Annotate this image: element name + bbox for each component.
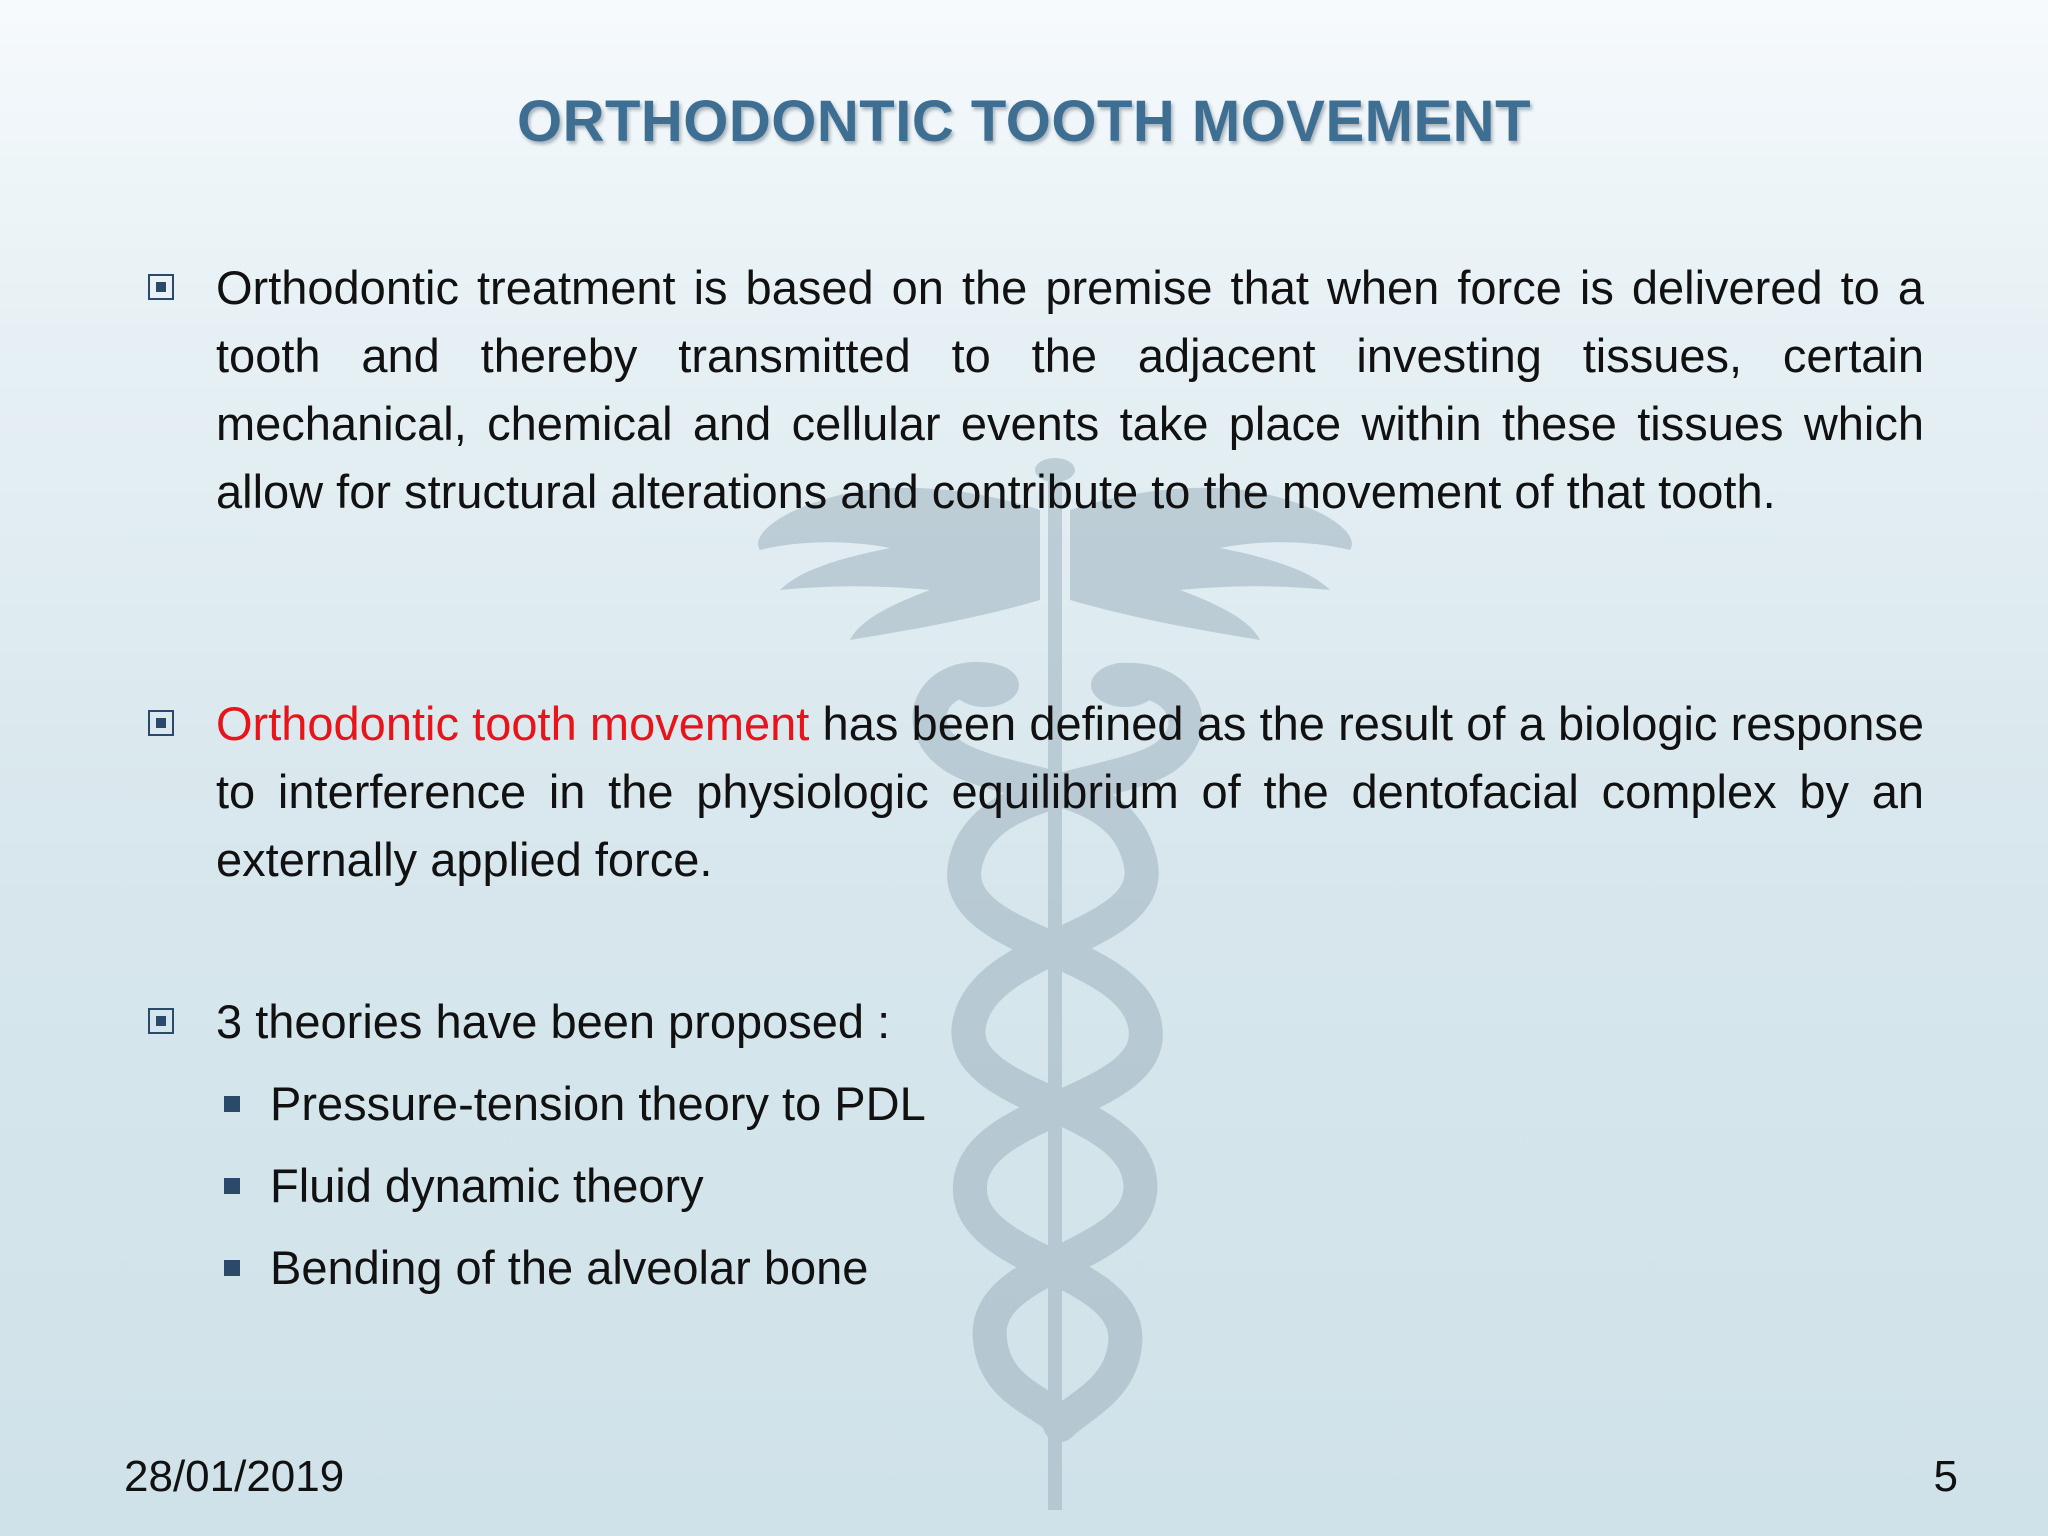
boxed-square-bullet-icon (148, 710, 174, 736)
filled-square-bullet-icon (224, 1260, 240, 1276)
boxed-square-bullet-icon (148, 1008, 174, 1034)
filled-square-bullet-icon (224, 1096, 240, 1112)
footer-date: 28/01/2019 (124, 1452, 345, 1501)
bullet-text (216, 690, 1924, 894)
sub-bullet-item (224, 1070, 926, 1138)
sub-bullet-text: Fluid dynamic theory (270, 1159, 704, 1212)
highlighted-term: Orthodontic tooth movement (216, 697, 810, 750)
sub-bullet-item (224, 1234, 868, 1302)
bullet-item (148, 254, 1924, 526)
bullet-text: 3 theories have been proposed : (216, 995, 891, 1048)
sub-bullet-text: Bending of the alveolar bone (270, 1241, 869, 1294)
page-number: 5 (1933, 1452, 1958, 1501)
bullet-item (148, 988, 1924, 1056)
slide-title: ORTHODONTIC TOOTH MOVEMENT (516, 89, 1531, 154)
sub-bullet-item (224, 1152, 704, 1220)
sub-bullet-text: Pressure-tension theory to PDL (270, 1077, 926, 1130)
bullet-text: Orthodontic treatment is based on the premise that when force is delivered to a tooth and thereby transmitted to the adjacent investing tissues, certain mechanical, chemical and cellular events take place within these tissues which allow for structural alterations and contribute to the movement of that tooth. (216, 261, 1924, 518)
boxed-square-bullet-icon (148, 274, 174, 300)
filled-square-bullet-icon (224, 1178, 240, 1194)
bullet-text-rest: has been defined as the result of a biologic response to interference in the physiologic equilibrium of the dentofacial complex by an externally applied force. (216, 697, 1924, 886)
bullet-item (148, 690, 1924, 894)
